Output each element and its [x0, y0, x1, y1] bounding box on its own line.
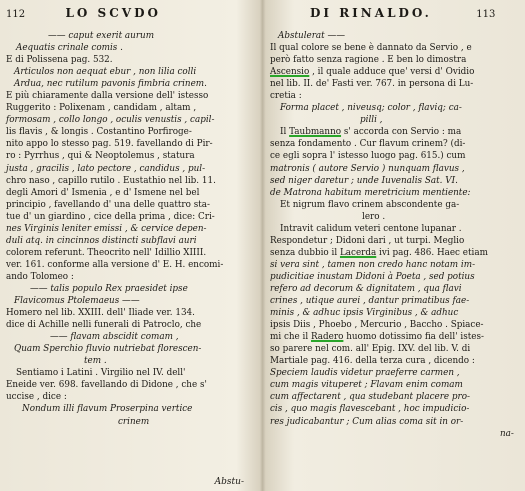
text-line: Eneide ver. 698. favellando di Didone , che s'	[6, 380, 207, 391]
text-line: lero .	[362, 211, 386, 222]
text-line: Abstulerat ——	[278, 31, 346, 41]
text-line: Homero nel lib. XXIII. dell' Iliade ver. 134.	[6, 308, 195, 319]
text-line: cum magis vituperet ; Flavam enim comam	[270, 380, 463, 391]
text-line: E più chiaramente dalla versione dell' istesso	[6, 91, 209, 102]
text-line: cum affectarent , qua studebant placere pro-	[270, 392, 471, 403]
left-running-head: LO SCVDO	[65, 6, 161, 20]
text-line: ro : Pyrrhus , qui & Neoptolemus , statura	[6, 151, 195, 162]
text-line: Speciem laudis videtur praeferre carmen ,	[270, 368, 460, 379]
right-page-header	[310, 6, 495, 20]
text-line: Aequatis crinale comis .	[16, 43, 123, 54]
text-line: cis , quo magis flavescebant , hoc impudicio-	[270, 404, 470, 415]
text-line: pudicitiae inustam Didoni à Poeta , sed potius	[270, 271, 475, 282]
text-line: justa , gracilis , lato pectore , candidus , pul-	[6, 163, 206, 174]
left-catchword: Abstu-	[214, 477, 244, 487]
text-line: Flavicomus Ptolemaeus ——	[14, 296, 140, 307]
text-line: E di Polissena pag. 532.	[6, 55, 113, 66]
text-line: Ruggerito : Polixenam , candidam , altam ,	[6, 103, 197, 114]
text-line: tem .	[84, 356, 107, 367]
text-line: na-	[500, 428, 514, 439]
text-line: nito appo lo stesso pag. 519. favellando di Pir-	[6, 139, 213, 150]
left-page-number: 112	[6, 9, 26, 20]
text-line: lis flavis , & longis . Costantino Porfiroge-	[6, 127, 192, 138]
text-line: chro naso , capillo rutilo . Eustathio nel lib. 11.	[6, 175, 216, 186]
text-line: ipsis Diis , Phoebo , Mercurio , Baccho . Spiace-	[270, 320, 484, 331]
text-line: Martiale pag. 416. della terza cura , dicendo :	[270, 356, 475, 367]
text-line: però fatto senza ragione . E ben lo dimostra	[270, 55, 467, 66]
left-page	[0, 0, 258, 491]
text-line: refero ad decorum & dignitatem , qua flavi	[270, 283, 462, 294]
text-line: si vera sint , tamen non credo hanc notam im-	[270, 259, 476, 270]
text-line: principio , favellando d' una delle quattro sta-	[6, 199, 210, 210]
text-line: colorem referunt. Theocrito nell' Idillio XIIII.	[6, 247, 207, 258]
text-line: pilli ,	[360, 115, 383, 126]
text-line: Nondum illi flavum Proserpina vertice	[22, 404, 193, 415]
text-line: nes Virginis leniter emissi , & cervice depen-	[6, 223, 207, 234]
text-line: senza fondamento . Cur flavum crinem? (di-	[270, 139, 466, 150]
text-line: Ascensio , il quale adduce que' versi d' Ovidio	[270, 67, 475, 78]
text-line: formosam , collo longo , oculis venustis , capil-	[6, 115, 215, 126]
text-line: nel lib. II. de' Fasti ver. 767. in persona di Lu-	[270, 79, 474, 90]
text-line: senza dubbio il Lacerda ivi pag. 486. Haec etiam	[270, 247, 488, 258]
text-line: sed niger daretur ; unde Iuvenalis Sat. VI.	[270, 175, 458, 186]
text-line: Il Taubmanno s' accorda con Servio : ma	[280, 127, 462, 138]
text-line: minis , & adhuc ipsis Virginibus , & adhuc	[270, 308, 459, 319]
text-line: —— flavam abscidit comam ,	[50, 332, 179, 343]
text-line: Il qual colore se bene è dannato da Servio , e	[270, 43, 472, 54]
highlighted-name: Taubmanno	[289, 127, 342, 138]
text-line: Et nigrum flavo crinem abscondente ga-	[280, 199, 460, 210]
text-line: dice di Achille nelli funerali di Patroclo, che	[6, 320, 202, 331]
text-line: crinem	[118, 416, 150, 427]
text-line: Respondetur ; Didoni dari , ut turpi. Meglio	[270, 235, 465, 246]
text-line: cretia :	[270, 91, 302, 102]
right-page-text	[264, 30, 525, 440]
text-line: so parere nel com. all' Epig. IXV. del lib. V. di	[270, 344, 471, 355]
text-line: duli atq. in cincinnos distincti subflavi auri	[6, 235, 197, 246]
text-line: Sentiamo i Latini . Virgilio nel IV. dell'	[16, 368, 186, 379]
highlighted-name: Radero	[310, 332, 344, 343]
text-line: matronis ( autore Servio ) nunquam flavus ,	[270, 163, 465, 174]
right-page	[264, 0, 525, 491]
text-line: Intravit calidum veteri centone lupanar .	[280, 223, 462, 234]
text-line: res judicabantur ; Cum alias coma sit in or-	[270, 416, 464, 427]
left-page-header	[6, 6, 161, 20]
text-line: ando Tolomeo :	[6, 271, 74, 282]
text-line: —— caput exerit aurum	[48, 31, 155, 41]
text-line: uccise , dice :	[6, 392, 67, 403]
text-line: tue d' un giardino , cice della prima , dice: Cri-	[6, 211, 215, 222]
highlighted-name: Lacerda	[339, 247, 377, 258]
text-line: degli Amori d' Ismenia , e d' Ismene nel bel	[6, 187, 200, 198]
text-line: ce egli sopra l' istesso luogo pag. 615.) cum	[270, 151, 466, 162]
left-page-text	[0, 30, 258, 428]
text-line: ver. 161. conforme alla versione d' E. H. encomi-	[6, 259, 224, 270]
text-line: Quam Sperchio fluvio nutriebat florescen-	[14, 344, 202, 355]
right-running-head: DI RINALDO.	[310, 6, 432, 20]
text-line: crines , utique aurei , dantur primatibus fae-	[270, 296, 470, 307]
text-line: de Matrona habitum meretricium mentiente:	[270, 187, 471, 198]
text-line: Articulos non aequat ebur , non lilia colli	[14, 67, 197, 78]
text-line: mi che il Radero huomo dotissimo fia dell' istes-	[270, 332, 484, 343]
right-page-number: 113	[476, 9, 496, 20]
text-line: Forma placet , niveusq; color , flaviq; ca-	[280, 103, 462, 114]
highlighted-name: Ascensio	[270, 67, 310, 78]
text-line: Ardua, nec rutilum pavonis fimbria crinem.	[14, 79, 207, 90]
text-line: —— talis populo Rex praesidet ipse	[30, 283, 188, 294]
